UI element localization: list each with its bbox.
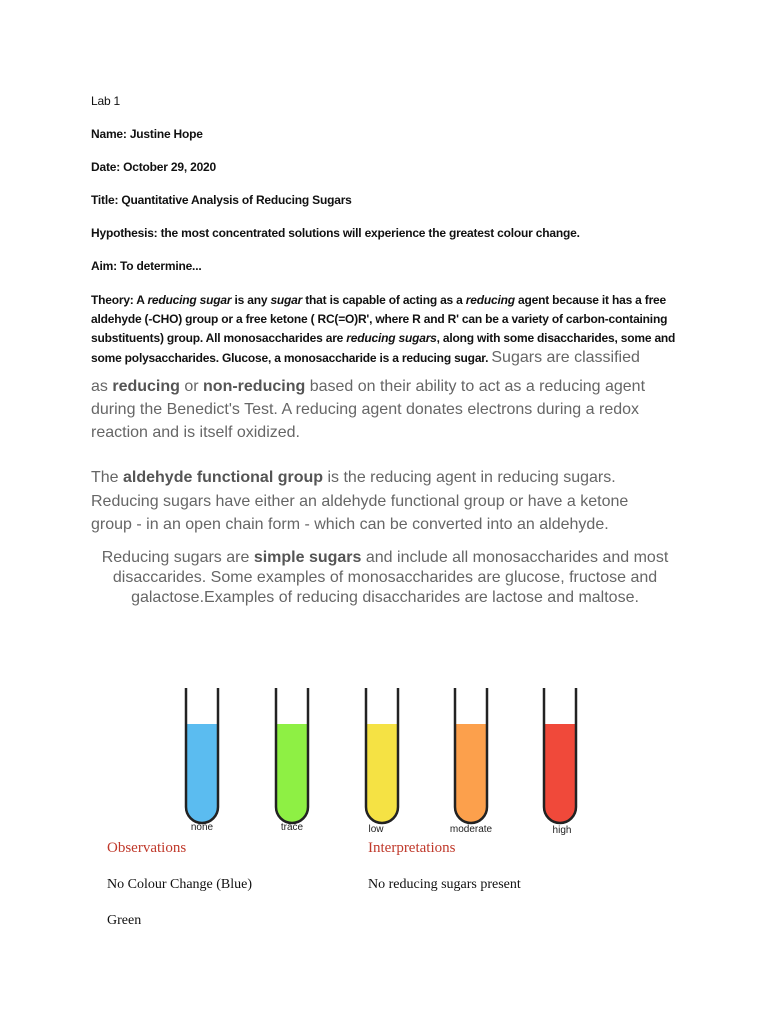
- test-tube-none: [186, 688, 218, 833]
- theory-label: Theory:: [91, 293, 134, 307]
- liquid-high: [544, 724, 576, 823]
- liquid-none: [186, 724, 218, 823]
- name-line: Name: Justine Hope: [91, 127, 203, 141]
- liquid-low: [366, 724, 398, 823]
- date-line: Date: October 29, 2020: [91, 160, 216, 174]
- aim-line: Aim: To determine...: [91, 259, 202, 273]
- tube-label-high: high: [552, 825, 572, 836]
- lab-number: Lab 1: [91, 94, 121, 108]
- test-tube-moderate: [450, 688, 493, 835]
- tube-label-low: low: [368, 824, 384, 835]
- tube-label-none: none: [190, 822, 214, 833]
- test-tube-low: [366, 688, 398, 835]
- tube-label-trace: trace: [280, 822, 304, 833]
- aldehyde-paragraph: The aldehyde functional group is the reducing agent in reducing sugars. Reducing sugars have either an aldehyde functional group or have a ketone group - in an open chain form - which can be converted into an aldehyde.: [91, 469, 629, 533]
- interpretation-cell: No reducing sugars present: [368, 877, 521, 892]
- reducing-classification-paragraph: as reducing or non-reducing based on their ability to act as a reducing agent during the Benedict's Test. A reducing agent donates electrons during a redox reaction and is itself oxidized.: [91, 378, 646, 441]
- hypothesis-line: Hypothesis: the most concentrated solutions will experience the greatest colour change.: [91, 226, 580, 240]
- tube-label-moderate: moderate: [449, 824, 493, 835]
- title-line: Title: Quantitative Analysis of Reducing Sugars: [91, 193, 352, 207]
- test-tube-high: [544, 688, 576, 836]
- test-tubes-figure: [170, 680, 600, 845]
- observation-cell: Green: [107, 913, 142, 928]
- theory-paragraph: Theory: A reducing sugar is any sugar that is capable of acting as a reducing agent because it has a free aldehyde (-CHO) group or a free ketone ( RC(=O)R', where R and R' can be a variety of carbon-containing substituents) group. All monosaccharides are reducing sugars, along with some disaccharides, some and some polysaccharides. Glucose, a monosaccharide is a reducing sugar. Sugars are classified: [91, 293, 676, 366]
- test-tube-trace: [276, 688, 308, 833]
- liquid-trace: [276, 724, 308, 823]
- interpretations-header: Interpretations: [368, 840, 456, 856]
- simple-sugars-paragraph: Reducing sugars are simple sugars and include all monosaccharides and most disaccarides. Some examples of monosaccharides are glucose, fructose and galactose.Examples of reducing disaccharides are lactose and maltose.: [101, 549, 669, 606]
- liquid-moderate: [455, 724, 487, 823]
- observation-cell: No Colour Change (Blue): [107, 877, 253, 892]
- observations-header: Observations: [107, 840, 187, 856]
